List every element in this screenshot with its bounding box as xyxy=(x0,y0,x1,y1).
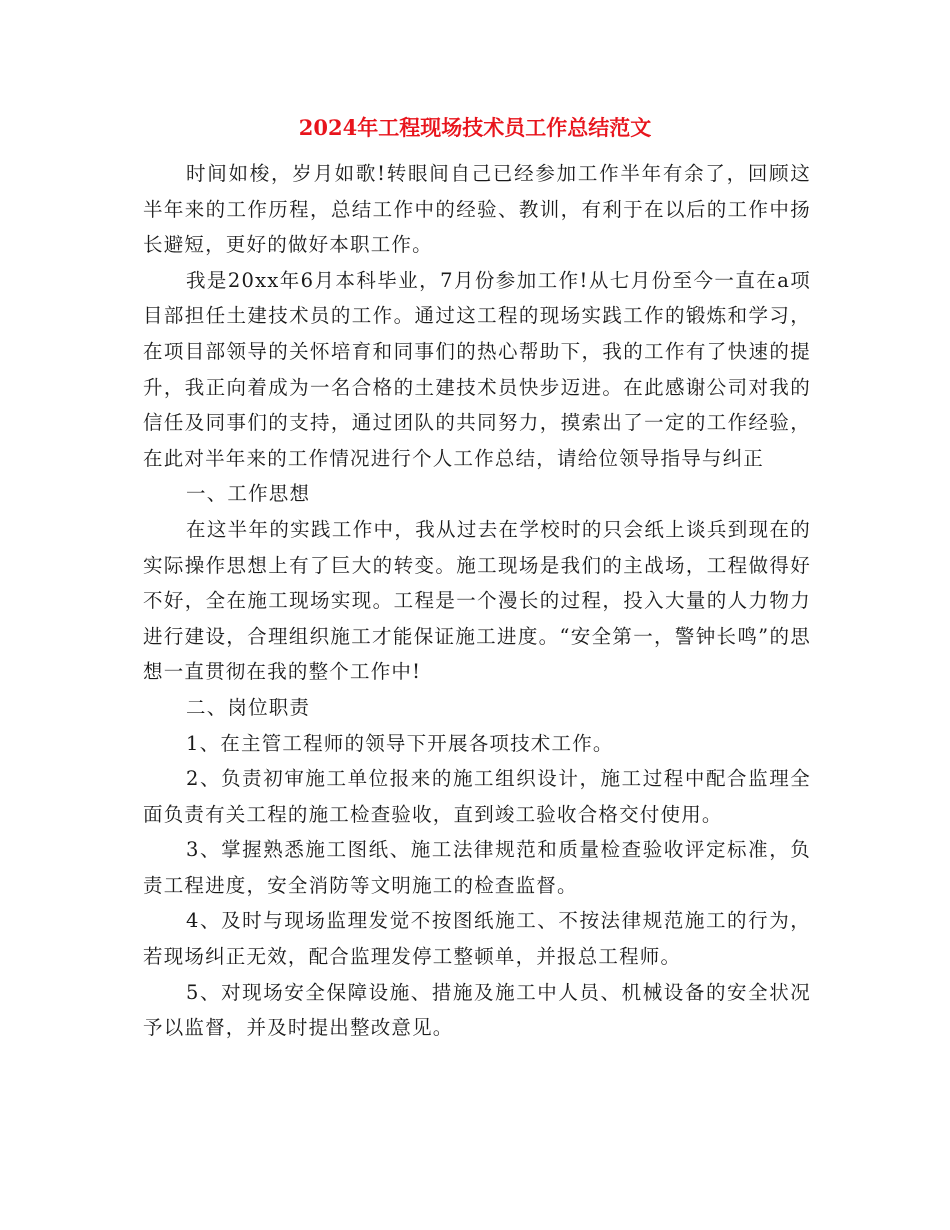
duty-item-5: 5、对现场安全保障设施、措施及施工中人员、机械设备的安全状况予以监督，并及时提出整改意见。 xyxy=(143,980,811,1040)
paragraph-background: 我是20xx年6月本科毕业，7月份参加工作!从七月份至今一直在a项目部担任土建技术员的工作。通过这工程的现场实践工作的锻炼和学习，在项目部领导的关怀培育和同事们的热心帮助下，我的工作有了快速的提升，我正向着成为一名合格的土建技术员快步迈进。在此感谢公司对我的信任及同事们的支持，通过团队的共同努力，摸索出了一定的工作经验，在此对半年来的工作情况进行个人工作总结，请给位领导指导与纠正 xyxy=(143,268,811,470)
duty-item-1: 1、在主管工程师的领导下开展各项技术工作。 xyxy=(186,731,614,755)
section-heading-work-thinking: 一、工作思想 xyxy=(186,482,311,506)
duty-item-3: 3、掌握熟悉施工图纸、施工法律规范和质量检查验收评定标准，负责工程进度，安全消防等文明施工的检查监督。 xyxy=(143,838,811,897)
duty-item-4: 4、及时与现场监理发觉不按图纸施工、不按法律规范施工的行为，若现场纠正无效，配合监理发停工整顿单，并报总工程师。 xyxy=(143,909,811,969)
document-body xyxy=(143,156,811,1046)
paragraph-intro: 时间如梭，岁月如歌!转眼间自己已经参加工作半年有余了，回顾这半年来的工作历程，总结工作中的经验、教训，有利于在以后的工作中扬长避短，更好的做好本职工作。 xyxy=(143,162,811,257)
paragraph-work-thinking: 在这半年的实践工作中，我从过去在学校时的只会纸上谈兵到现在的实际操作思想上有了巨大的转变。施工现场是我们的主战场，工程做得好不好，全在施工现场实现。工程是一个漫长的过程，投入大量的人力物力进行建设，合理组织施工才能保证施工进度。“安全第一，警钟长鸣”的思想一直贯彻在我的整个工作中! xyxy=(143,517,811,684)
section-heading-duties: 二、岗位职责 xyxy=(186,695,311,719)
duty-item-2: 2、负责初审施工单位报来的施工组织设计，施工过程中配合监理全面负责有关工程的施工检查验收，直到竣工验收合格交付使用。 xyxy=(143,767,811,826)
document-title: 2024年工程现场技术员工作总结范文 xyxy=(298,115,652,140)
